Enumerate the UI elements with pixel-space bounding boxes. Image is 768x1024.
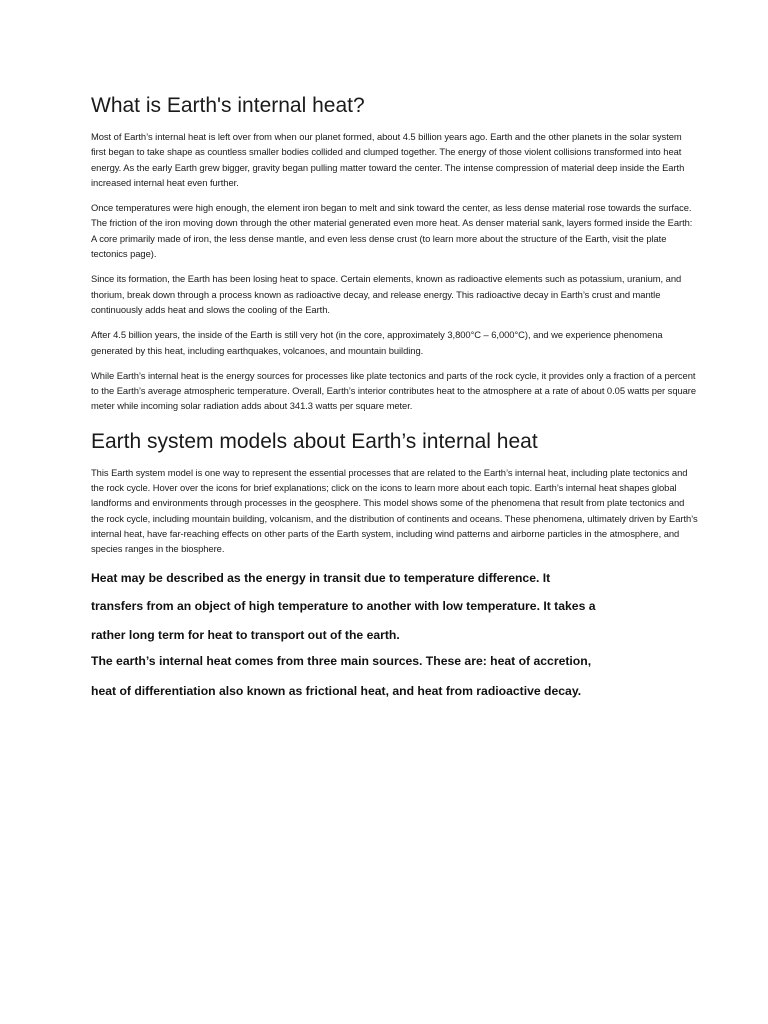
paragraph: While Earth’s internal heat is the energy sources for processes like plate tectonics and parts of the rock cycle, it provides only a fraction of a percent to the Earth’s average atmospheric temperature. Overall, Earth’s interior contributes heat to the atmosphere at a rate of about 0.05 watts per square meter while incoming solar radiation adds about 341.3 watts per square meter. <box>91 369 697 412</box>
section-heading-earth-system-models: Earth system models about Earth’s internal heat <box>91 429 538 453</box>
paragraph: This Earth system model is one way to represent the essential processes that are related to the Earth’s internal heat, including plate tectonics and the rock cycle. Hover over the icons for brief explanations; click on the icons to learn more about each topic. Earth’s internal heat shapes global landforms and environments through processes in the geosphere. This model shows some of the phenomena that result from plate tectonics and the rock cycle, including mountain building, volcanism, and the distribution of continents and oceans. These phenomena, ultimately driven by Earth’s internal heat, have far-reaching effects on other parts of the Earth system, including wind patterns and airborne particles in the atmosphere, and species ranges in the biosphere. <box>91 466 698 555</box>
emphasis-line: The earth’s internal heat comes from three main sources. These are: heat of accretion, <box>91 653 592 668</box>
emphasis-line: rather long term for heat to transport out of the earth. <box>91 627 400 642</box>
emphasis-line: transfers from an object of high temperature to another with low temperature. It takes a <box>91 598 596 613</box>
emphasis-line: heat of differentiation also known as frictional heat, and heat from radioactive decay. <box>91 683 582 698</box>
paragraph: After 4.5 billion years, the inside of the Earth is still very hot (in the core, approximately 3,800°C – 6,000°C), and we experience phenomena generated by this heat, including earthquakes, volcanoes, and mountain building. <box>91 329 663 356</box>
section-heading-earths-internal-heat: What is Earth's internal heat? <box>91 94 365 117</box>
paragraph: Since its formation, the Earth has been losing heat to space. Certain elements, known as radioactive elements such as potassium, uranium, and thorium, break down through a process known as radioactive decay, and release energy. This radioactive decay in Earth’s crust and mantle continuously adds heat and slows the cooling of the Earth. <box>91 273 682 315</box>
emphasis-line: Heat may be described as the energy in transit due to temperature difference. It <box>91 570 551 585</box>
paragraph: Once temperatures were high enough, the element iron began to melt and sink toward the center, as less dense material rose towards the surface. The friction of the iron moving down through the other material generated even more heat. As denser material sank, layers formed inside the Earth: A core primarily made of iron, the less dense mantle, and even less dense crust (to learn more about the structure of the Earth, visit the plate tectonics page). <box>91 202 693 260</box>
paragraph: Most of Earth’s internal heat is left over from when our planet formed, about 4.5 billion years ago. Earth and the other planets in the solar system first began to take shape as countless smaller bodies collided and clumped together. The energy of those violent collisions transformed into heat energy. As the early Earth grew bigger, gravity began pulling matter toward the center. The intense compression of material deep inside the Earth increased internal heat even further. <box>91 131 685 188</box>
